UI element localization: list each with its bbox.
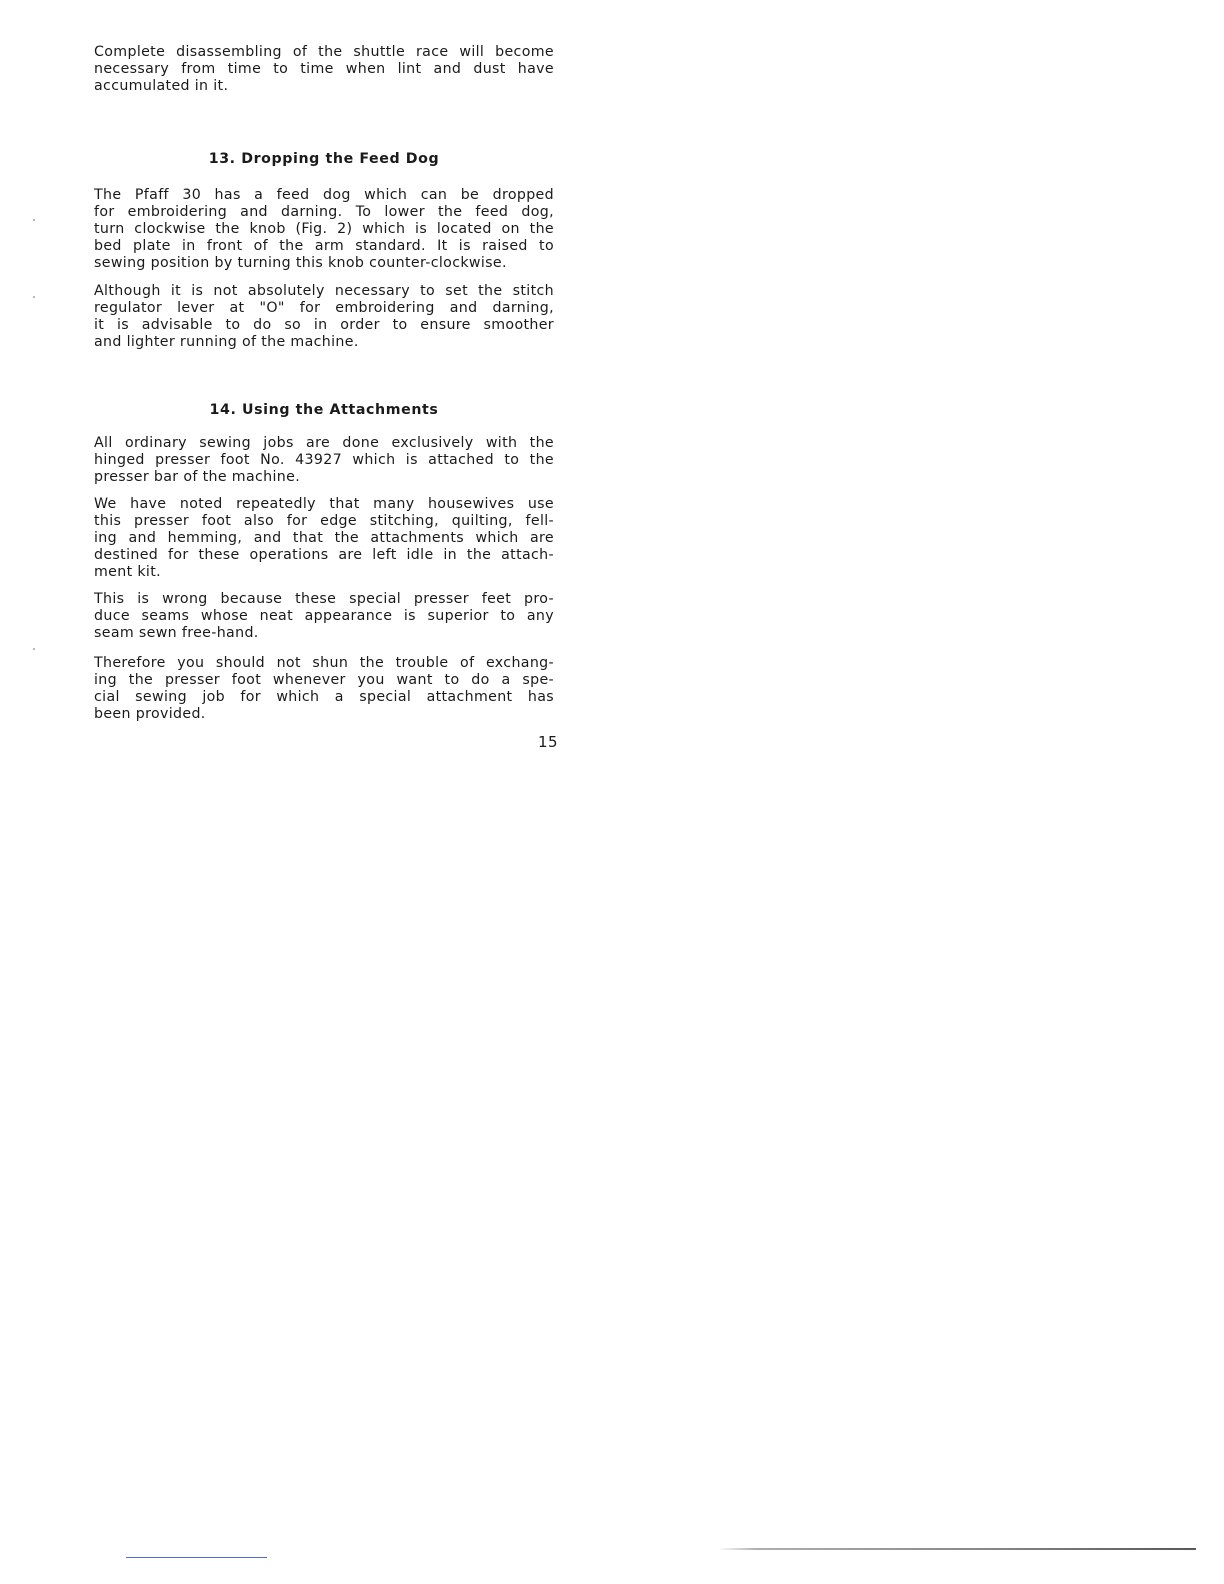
bottom-left-rule — [126, 1557, 267, 1558]
paragraph-line: turn clockwise the knob (Fig. 2) which is located on the — [94, 221, 554, 237]
paragraph-line: This is wrong because these special presser feet pro- — [94, 591, 554, 607]
paragraph-line: it is advisable to do so in order to ensure smoother — [94, 317, 554, 333]
paragraph-line: hinged presser foot No. 43927 which is attached to the — [94, 452, 554, 468]
paragraph-line: this presser foot also for edge stitching, quilting, fell- — [94, 513, 554, 529]
intro-line: Complete disassembling of the shuttle race will become — [94, 44, 554, 60]
section-13-heading: 13. Dropping the Feed Dog — [208, 151, 440, 167]
section-14-paragraph-4 — [94, 655, 554, 723]
paragraph-line: The Pfaff 30 has a feed dog which can be dropped — [94, 187, 554, 203]
paragraph-line: Although it is not absolutely necessary to set the stitch — [94, 283, 554, 299]
section-14-paragraph-2 — [94, 496, 554, 581]
paragraph-line: sewing position by turning this knob counter-clockwise. — [94, 255, 507, 271]
paragraph-line: cial sewing job for which a special attachment has — [94, 689, 554, 705]
paragraph-line: Therefore you should not shun the trouble of exchang- — [94, 655, 554, 671]
section-14-heading: 14. Using the Attachments — [209, 402, 439, 418]
paragraph-line: ment kit. — [94, 564, 161, 580]
intro-line: accumulated in it. — [94, 78, 229, 94]
section-14-paragraph-1 — [94, 435, 554, 486]
section-13-paragraph-2 — [94, 283, 554, 351]
paragraph-line: We have noted repeatedly that many housewives use — [94, 496, 554, 512]
paragraph-line: All ordinary sewing jobs are done exclusively with the — [94, 435, 554, 451]
bottom-right-scan-edge — [718, 1548, 1196, 1550]
paragraph-line: ing the presser foot whenever you want to do a spe- — [94, 672, 554, 688]
paragraph-line: regulator lever at "O" for embroidering and darning, — [94, 300, 554, 316]
paragraph-line: destined for these operations are left idle in the attach- — [94, 547, 554, 563]
section-14-paragraph-3 — [94, 591, 554, 642]
paragraph-line: bed plate in front of the arm standard. It is raised to — [94, 238, 554, 254]
paragraph-line: and lighter running of the machine. — [94, 334, 359, 350]
margin-speck — [33, 648, 35, 650]
paragraph-line: for embroidering and darning. To lower the feed dog, — [94, 204, 554, 220]
text-column — [94, 40, 554, 723]
paragraph-line: ing and hemming, and that the attachments which are — [94, 530, 554, 546]
paragraph-line: seam sewn free-hand. — [94, 625, 259, 641]
margin-speck — [33, 296, 35, 298]
intro-paragraph — [94, 44, 554, 95]
section-13-paragraph-1 — [94, 187, 554, 272]
paragraph-line: been provided. — [94, 706, 206, 722]
page-number: 15 — [538, 733, 559, 751]
margin-speck — [33, 219, 35, 221]
paragraph-line: presser bar of the machine. — [94, 469, 301, 485]
paragraph-line: duce seams whose neat appearance is superior to any — [94, 608, 554, 624]
intro-line: necessary from time to time when lint and dust have — [94, 61, 554, 77]
